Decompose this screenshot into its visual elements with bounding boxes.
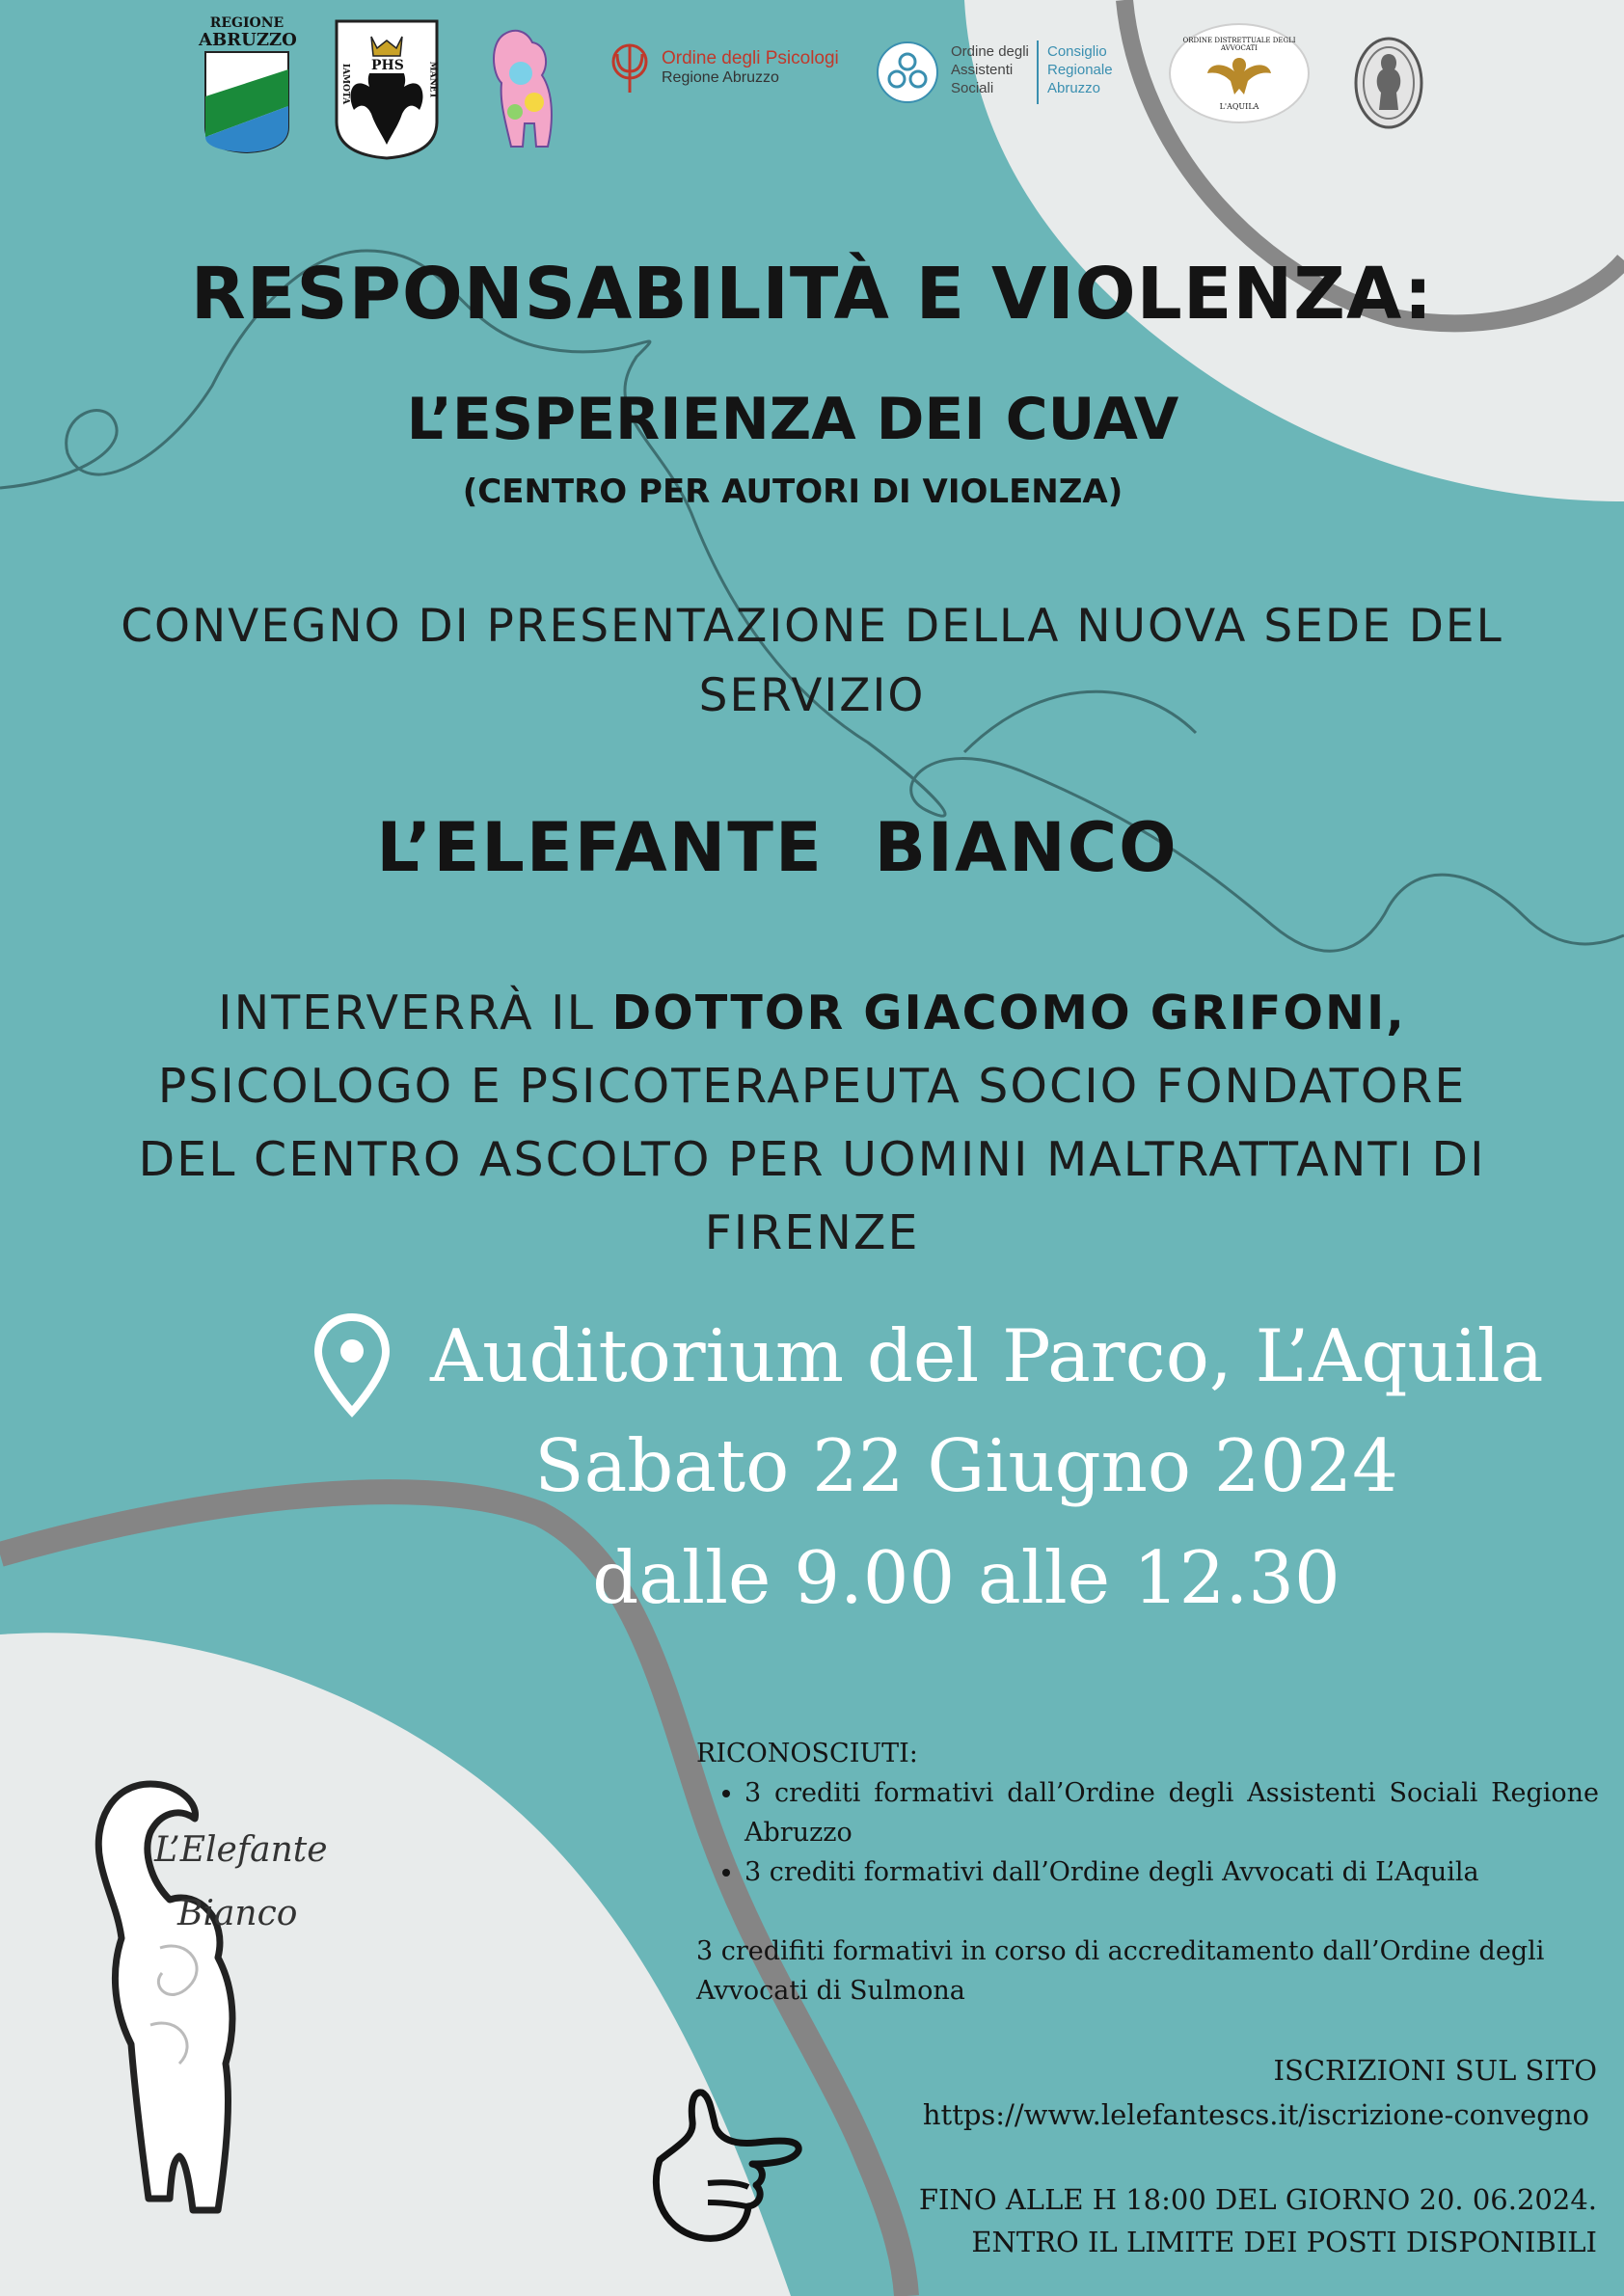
regione-line2: ABRUZZO [199, 30, 297, 50]
avv-bottom-text: L'AQUILA [1219, 102, 1259, 111]
registration-url[interactable]: https://www.lelefantescs.it/iscrizione-convegno [922, 2098, 1589, 2131]
credits-list [696, 1773, 1599, 1892]
as-divider [1037, 41, 1039, 104]
psi-line1: Ordine degli Psicologi [662, 48, 839, 68]
credits-heading: RICONOSCIUTI: [696, 1739, 918, 1769]
conference-line1: CONVEGNO DI PRESENTAZIONE DELLA NUOVA SEDE DEL [121, 600, 1503, 653]
credits-block [696, 1734, 1599, 2011]
as-col1 [951, 42, 1029, 97]
registration-limit: ENTRO IL LIMITE DEI POSTI DISPONIBILI [971, 2226, 1597, 2258]
credits-note: 3 credifiti formativi in corso di accreditamento dall’Ordine degli Avvocati di Sulmona [696, 1936, 1545, 2006]
as-col2-line: Regionale [1047, 62, 1113, 78]
pointing-hand-icon [640, 2083, 804, 2247]
speaker-prefix: INTERVERRÀ IL [218, 986, 612, 1040]
event-date: Sabato 22 Giugno 2024 [534, 1423, 1398, 1508]
avv-top-text: ORDINE DISTRETTUALE DEGLI AVVOCATI [1182, 37, 1296, 52]
speaker-line4: FIRENZE [704, 1205, 920, 1260]
speaker-name: DOTTOR GIACOMO GRIFONI, [611, 986, 1406, 1040]
sub-title: L’ESPERIENZA DEI CUAV [406, 386, 1179, 453]
logo-ordine-avvocati-laquila [1169, 23, 1310, 123]
as-col2-line: Consiglio [1047, 43, 1107, 60]
brand-logo-line1: L’Elefante [154, 1830, 328, 1870]
logo-seal [1352, 35, 1425, 131]
lm-top-text: PHS [371, 58, 404, 73]
event-time: dalle 9.00 alle 12.30 [592, 1535, 1340, 1620]
title-parenthetical: (CENTRO PER AUTORI DI VIOLENZA) [462, 473, 1123, 511]
brand-logo-line2: Bianco [177, 1894, 298, 1933]
event-location: Auditorium del Parco, L’Aquila [430, 1313, 1544, 1398]
speaker-line1 [0, 986, 1624, 1040]
as-col2-line: Abruzzo [1047, 80, 1101, 96]
lm-left-text: IAMOTA [340, 63, 351, 105]
regione-line1: REGIONE [209, 15, 284, 31]
registration-deadline: FINO ALLE H 18:00 DEL GIORNO 20. 06.2024. [918, 2183, 1597, 2216]
psi-icon [606, 41, 654, 95]
as-col1-line: Assistenti [951, 62, 1014, 78]
registration-title: ISCRIZIONI SUL SITO [1273, 2054, 1597, 2087]
colorful-elephant-icon [482, 15, 559, 150]
as-col2 [1047, 42, 1113, 97]
lm-right-text: MANET [427, 61, 438, 99]
speaker-line3: DEL CENTRO ASCOLTO PER UOMINI MALTRATTANTI DI [138, 1132, 1486, 1187]
golden-eagle-icon [1205, 50, 1273, 98]
logo-laquila-coat-of-arms [333, 17, 441, 162]
organization-name: L’ELEFANTE BIANCO [376, 808, 1178, 887]
logo-ordine-psicologi [606, 41, 847, 98]
regione-shield-icon [203, 50, 290, 154]
logo-assistenti-sociali [876, 39, 1126, 110]
credit-item: • 3 crediti formativi dall’Ordine degli Avvocati di L’Aquila [744, 1852, 1599, 1892]
logo-regione-abruzzo [199, 15, 295, 160]
location-pin-icon [312, 1311, 392, 1419]
conference-line2: SERVIZIO [698, 669, 926, 722]
speaker-line2: PSICOLOGO E PSICOTERAPEUTA SOCIO FONDATORE [157, 1059, 1467, 1114]
main-title: RESPONSABILITÀ E VIOLENZA: [190, 253, 1434, 336]
as-col1-line: Sociali [951, 80, 994, 96]
logo-elefante-colorful [482, 15, 559, 150]
credit-item: • 3 crediti formativi dall’Ordine degli Assistenti Sociali Regione Abruzzo [744, 1773, 1599, 1852]
as-emblem-icon [876, 41, 939, 104]
as-col1-line: Ordine degli [951, 43, 1029, 60]
psi-line2: Regione Abruzzo [662, 69, 779, 86]
seal-icon [1352, 35, 1425, 131]
